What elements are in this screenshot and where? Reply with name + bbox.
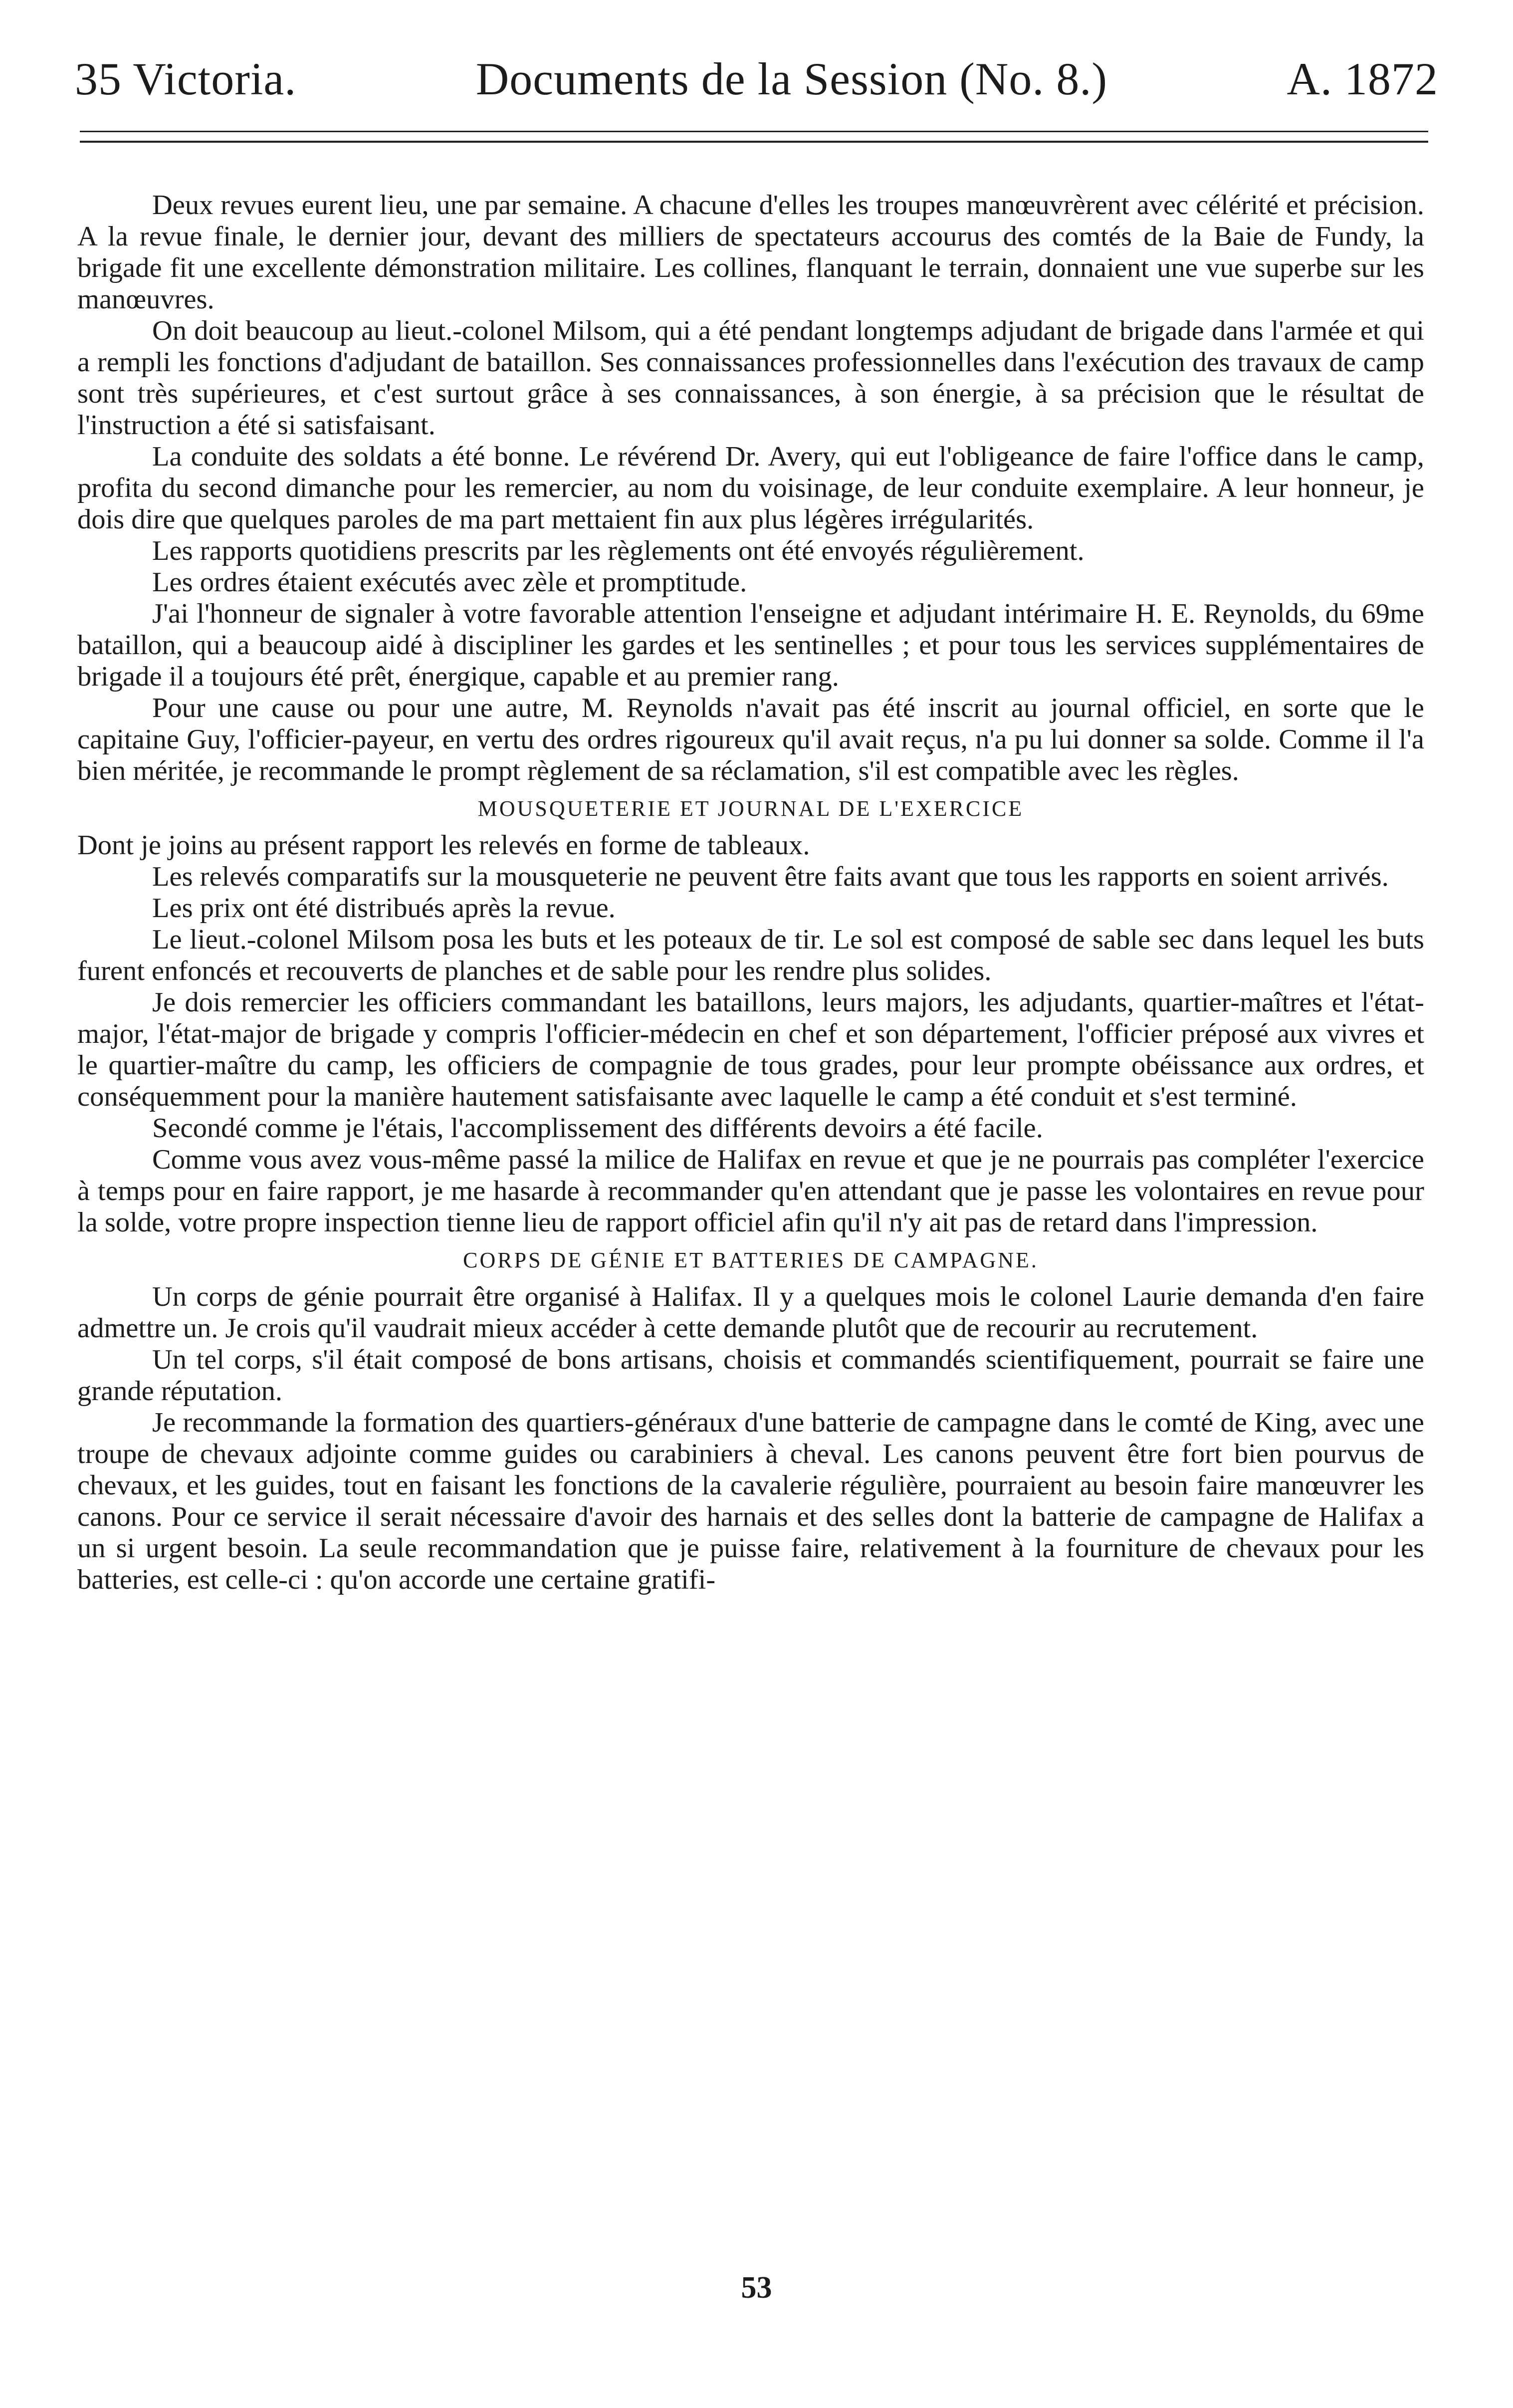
paragraph: J'ai l'honneur de signaler à votre favorable attention l'enseigne et adjudant intérimaire H. E. Reynolds, du 69me bataillon, qui a beaucoup aidé à discipliner les gardes et les sentinelles ; et pour tous les services supplémentaires de brigade il a toujours été prêt, énergique, capable et au premier rang.: [77, 598, 1424, 692]
paragraph: La conduite des soldats a été bonne. Le révérend Dr. Avery, qui eut l'obligeance de faire l'office dans le camp, profita du second dimanche pour les remercier, au nom du voisinage, de leur conduite exemplaire. A leur honneur, je dois dire que quelques paroles de ma part mettaient fin aux plus légères irrégularités.: [77, 441, 1424, 535]
paragraph: Je dois remercier les officiers commandant les bataillons, leurs majors, les adjudants, quartier-maîtres et l'état-major, l'état-major de brigade y compris l'officier-médecin en chef et son département, l'officier préposé aux vivres et le quartier-maître du camp, les officiers de compagnie de tous grades, pour leur prompte obéissance aux ordres, et conséquemment pour la manière hautement satisfaisante avec laquelle le camp a été conduit et s'est terminé.: [77, 987, 1424, 1112]
paragraph: Les prix ont été distribués après la revue.: [152, 893, 616, 924]
paragraph: Un corps de génie pourrait être organisé à Halifax. Il y a quelques mois le colonel Laurie demanda d'en faire admettre un. Je crois qu'il vaudrait mieux accéder à cette demande plutôt que de recourir au recrutement.: [77, 1281, 1424, 1344]
paragraph: Je recommande la formation des quartiers-généraux d'une batterie de campagne dans le comté de King, avec une troupe de chevaux adjointe comme guides ou carabiniers à cheval. Les canons peuvent être fort bien pourvus de chevaux, et les guides, tout en faisant les fonctions de la cavalerie régulière, pourraient au besoin faire manœuvrer les canons. Pour ce service il serait nécessaire d'avoir des harnais et des selles dont la batterie de campagne de Halifax a un si urgent besoin. La seule recommandation que je puisse faire, relativement à la fourniture de chevaux pour les batteries, est celle-ci : qu'on accorde une certaine gratifi-: [77, 1407, 1424, 1595]
header-regnal-year: 35 Victoria.: [75, 53, 297, 104]
page-number: 53: [741, 2271, 772, 2305]
running-header: [75, 52, 1438, 112]
paragraph: Comme vous avez vous-même passé la milice de Halifax en revue et que je ne pourrais pas compléter l'exercice à temps pour en faire rapport, je me hasarde à recommander qu'en attendant que je passe les volontaires en revue pour la solde, votre propre inspection tienne lieu de rapport officiel afin qu'il n'y ait pas de retard dans l'impression.: [77, 1144, 1424, 1238]
section-heading-genie: CORPS DE GÉNIE ET BATTERIES DE CAMPAGNE.: [463, 1248, 1039, 1272]
body-text: [77, 190, 1424, 1596]
paragraph: Secondé comme je l'étais, l'accomplissement des différents devoirs a été facile.: [152, 1113, 1043, 1144]
header-year: A. 1872: [1287, 53, 1438, 104]
header-rule-thin: [80, 131, 1428, 132]
paragraph: On doit beaucoup au lieut.-colonel Milsom, qui a été pendant longtemps adjudant de brigade dans l'armée et qui a rempli les fonctions d'adjudant de bataillon. Ses connaissances professionnelles dans l'exécution des travaux de camp sont très supérieures, et c'est surtout grâce à ses connaissances, à son énergie, à sa précision que le résultat de l'instruction a été si satisfaisant.: [77, 315, 1424, 441]
paragraph: Deux revues eurent lieu, une par semaine. A chacune d'elles les troupes manœuvrèrent avec célérité et précision. A la revue finale, le dernier jour, devant des milliers de spectateurs accourus des comtés de la Baie de Fundy, la brigade fit une excellente démonstration militaire. Les collines, flanquant le terrain, donnaient une vue superbe sur les manœuvres.: [77, 190, 1424, 315]
paragraph: Les ordres étaient exécutés avec zèle et promptitude.: [152, 567, 747, 598]
paragraph: Les rapports quotidiens prescrits par les règlements ont été envoyés régulièrement.: [152, 535, 1084, 566]
paragraph: Pour une cause ou pour une autre, M. Reynolds n'avait pas été inscrit au journal officiel, en sorte que le capitaine Guy, l'officier-payeur, en vertu des ordres rigoureux qu'il avait reçus, n'a pu lui donner sa solde. Comme il l'a bien méritée, je recommande le prompt règlement de sa réclamation, s'il est compatible avec les règles.: [77, 693, 1424, 786]
header-rule-thick: [80, 141, 1428, 143]
header-document-title: Documents de la Session (No. 8.): [475, 53, 1107, 104]
paragraph: Dont je joins au présent rapport les relevés en forme de tableaux.: [77, 830, 810, 861]
section-heading-mousqueterie: MOUSQUETERIE ET JOURNAL DE L'EXERCICE: [477, 796, 1024, 821]
paragraph: Un tel corps, s'il était composé de bons artisans, choisis et commandés scientifiquement, pourrait se faire une grande réputation.: [77, 1344, 1424, 1407]
paragraph: Le lieut.-colonel Milsom posa les buts et les poteaux de tir. Le sol est composé de sable sec dans lequel les buts furent enfoncés et recouverts de planches et de sable pour les rendre plus solides.: [77, 924, 1424, 986]
paragraph: Les relevés comparatifs sur la mousqueterie ne peuvent être faits avant que tous les rapports en soient arrivés.: [152, 861, 1389, 892]
